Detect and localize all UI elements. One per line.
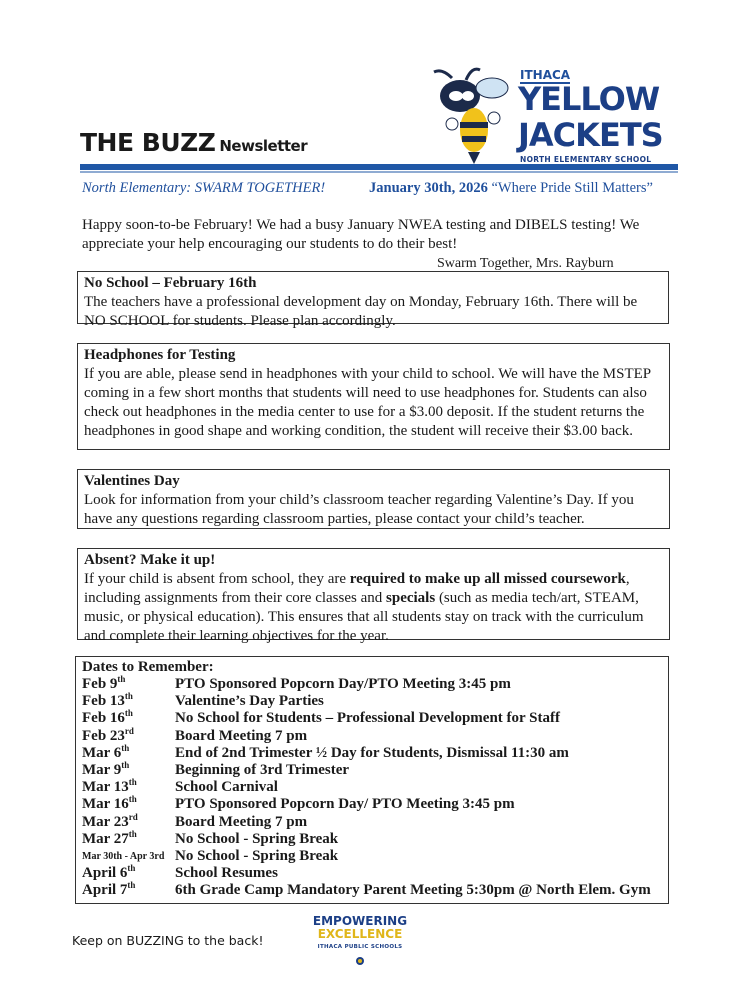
valentines-box	[77, 469, 670, 529]
date-event: PTO Sponsored Popcorn Day/PTO Meeting 3:45 pm	[175, 676, 511, 692]
date-event: No School - Spring Break	[175, 830, 339, 847]
date-label: Feb 9th	[82, 674, 126, 692]
absent-body-part: (such as media tech/art, STEAM, music, or physical education). This ensures that all students stay on track with the curriculum and complete their learning objectives for the year.	[84, 590, 644, 644]
intro-text: Happy soon-to-be February! We had a busy January NWEA testing and DIBELS testing! We appreciate your help encouraging our students to do their best!	[82, 217, 640, 252]
headphones-box	[77, 343, 670, 450]
dateline	[369, 180, 653, 197]
date-event: 6th Grade Camp Mandatory Parent Meeting 5:30pm @ North Elem. Gym	[175, 882, 651, 899]
date-event: Board Meeting 7 pm	[175, 813, 308, 830]
headphones-body: If you are able, please send in headphones with your child to school. We will have the MSTEP coming in a few short months that students will need to use headphones for. Students can also check out headphones in the media center to use for a $3.00 deposit. If the student returns the headphones in good shape and working condition, the student will receive their $3.00 back.	[84, 366, 651, 439]
date-label: Mar 13th	[82, 777, 137, 796]
logo-school-name: NORTH ELEMENTARY SCHOOL	[520, 155, 652, 164]
date-label: Feb 23rd	[82, 725, 134, 744]
date-event: PTO Sponsored Popcorn Day/ PTO Meeting 3:45 pm	[175, 796, 515, 813]
header-rule-thin	[80, 171, 678, 173]
date-label: Mar 23rd	[82, 811, 138, 830]
no-school-box	[77, 271, 669, 329]
absent-body	[84, 570, 663, 646]
date-label: Feb 16th	[82, 708, 133, 727]
header-rule	[80, 164, 678, 170]
date-event: Valentine’s Day Parties	[175, 693, 324, 710]
date-row	[82, 742, 662, 762]
tagline: North Elementary: SWARM TOGETHER!	[82, 180, 326, 196]
logo-jackets: JACKETS	[518, 116, 663, 154]
dates-title: Dates to Remember:	[82, 659, 214, 675]
date-row	[82, 811, 662, 831]
date-label: Mar 27th	[82, 828, 137, 847]
footer-note: Keep on BUZZING to the back!	[72, 933, 264, 948]
absent-body-part: , including assignments from their core classes and	[84, 571, 630, 606]
issue-date: January 30th, 2026	[369, 180, 488, 196]
date-label: Mar 6th	[82, 742, 130, 761]
date-event: School Carnival	[175, 779, 278, 796]
date-event: Board Meeting 7 pm	[175, 727, 308, 744]
date-row	[82, 865, 662, 882]
date-event: End of 2nd Trimester ½ Day for Students, Dismissal 11:30 am	[175, 744, 569, 761]
date-event: No School - Spring Break	[175, 847, 339, 864]
date-row	[82, 693, 662, 710]
logo-ithaca: ITHACA	[520, 68, 571, 82]
brand-line-3: ITHACA PUBLIC SCHOOLS	[317, 944, 403, 950]
date-row	[82, 725, 662, 745]
brand-line-2: EXCELLENCE	[317, 927, 403, 941]
date-event: No School for Students – Professional Development for Staff	[175, 710, 560, 727]
date-label: April 7th	[82, 880, 136, 899]
no-school-body: The teachers have a professional development day on Monday, February 16th. There will be NO SCHOOL for students. Please plan accordingly.	[84, 294, 638, 329]
brand-line-1: EMPOWERING	[312, 914, 408, 928]
date-label: Feb 13th	[82, 691, 133, 710]
absent-body-bold: specials	[386, 590, 436, 606]
dates-list	[82, 676, 662, 899]
date-row	[82, 676, 662, 693]
date-row	[82, 882, 662, 899]
signature: Swarm Together, Mrs. Rayburn	[437, 256, 614, 271]
absent-body-bold: required to make up all missed coursework	[349, 571, 626, 587]
date-label: April 6th	[82, 863, 136, 882]
school-logo	[432, 66, 682, 166]
headphones-title: Headphones for Testing	[84, 347, 236, 363]
valentines-body: Look for information from your child’s classroom teacher regarding Valentine’s Day. If you have any questions regarding classroom parties, please contact your child’s teacher.	[84, 492, 634, 527]
date-label: Mar 16th	[82, 794, 137, 813]
absent-box	[77, 548, 670, 644]
date-row	[82, 759, 662, 779]
empowering-excellence-logo	[308, 915, 412, 967]
date-label: Mar 30th - Apr 3rd	[82, 850, 165, 862]
date-event: School Resumes	[175, 865, 278, 882]
absent-body-part: If your child is absent from school, they are	[84, 571, 350, 587]
title-suffix: Newsletter	[219, 137, 308, 155]
title-main: THE BUZZ	[80, 128, 216, 157]
newsletter-title	[80, 128, 307, 157]
dates-box	[75, 656, 669, 904]
no-school-title: No School – February 16th	[84, 275, 257, 291]
date-row	[82, 779, 662, 796]
absent-title: Absent? Make it up!	[84, 552, 216, 568]
date-event: Beginning of 3rd Trimester	[175, 761, 350, 778]
date-row	[82, 796, 662, 813]
valentines-title: Valentines Day	[84, 473, 180, 489]
date-row	[82, 710, 662, 727]
logo-yellow: YELLOW	[518, 80, 660, 118]
date-row	[82, 828, 662, 848]
date-row	[82, 848, 662, 865]
motto: “Where Pride Still Matters”	[491, 180, 653, 196]
yellow-jacket-mascot-icon	[432, 66, 522, 166]
seal-icon	[355, 956, 365, 966]
date-label: Mar 9th	[82, 759, 130, 778]
